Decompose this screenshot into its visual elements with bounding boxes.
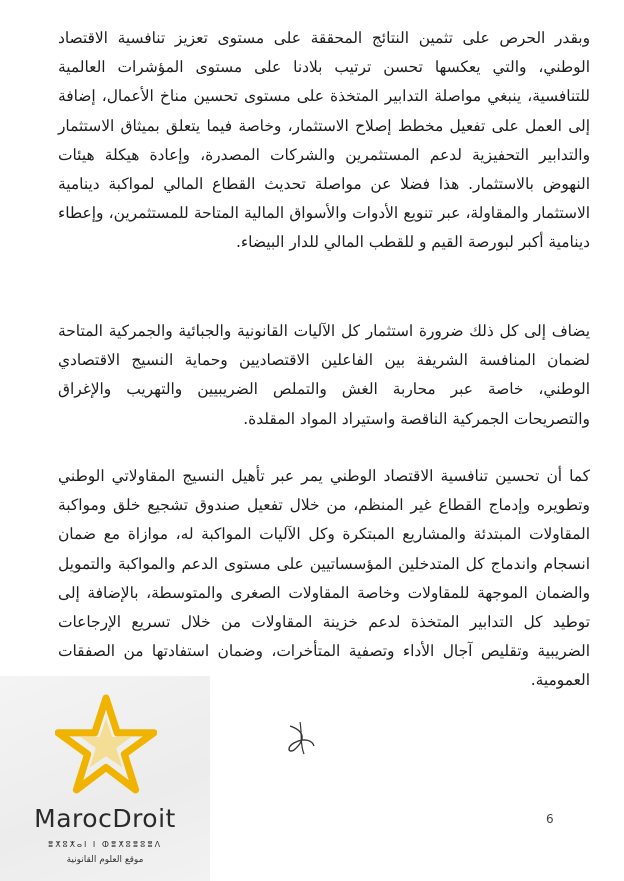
brand-tifinagh: ⴻⵅⵓⵅⴰⵏ ⵏ ⵀⴻⵅⵓⴻⵓⴻⴷ	[47, 840, 163, 849]
marocdroit-watermark	[0, 676, 210, 881]
page-number: 6	[546, 812, 554, 826]
star-logo-icon	[55, 694, 157, 796]
brand-arabic-tagline: موقع العلوم القانونية	[66, 855, 144, 865]
paragraph-2: يضاف إلى كل ذلك ضرورة استثمار كل الآليات القانونية والجبائية والجمركية المتاحة لضمان المنافسة الشريفة بين الفاعلين الاقتصاديين وحماية النسيج الاقتصادي الوطني، خاصة عبر محاربة الغش والتملص الضريبيين والتهريب والإغراق والتصريحات الجمركية الناقصة واستيراد المواد المقلدة.	[58, 322, 590, 428]
signature-mark	[282, 716, 318, 756]
brand-name: MarocDroit	[34, 804, 176, 833]
paragraph-1: وبقدر الحرص على تثمين النتائج المحققة على مستوى تعزيز تنافسية الاقتصاد الوطني، والتي يعكسها تحسن ترتيب بلادنا على مستوى المؤشرات العالمية للتنافسية، ينبغي مواصلة التدابير المتخذة على مستوى تحسين مناخ الأعمال، إضافة إلى العمل على تفعيل مخطط إصلاح الاستثمار، وخاصة فيما يتعلق بميثاق الاستثمار والتدابير التحفيزية لدعم المستثمرين والشركات المصدرة، وإعادة هيكلة هيئات النهوض بالاستثمار. هذا فضلا عن مواصلة تحديث القطاع المالي لمواكبة دينامية الاستثمار والمقاولة، عبر تنويع الأدوات والأسواق المالية المتاحة للمستثمرين، وإعطاء دينامية أكبر لبورصة القيم و للقطب المالي للدار البيضاء.	[58, 29, 590, 252]
paragraph-3: كما أن تحسين تنافسية الاقتصاد الوطني يمر عبر تأهيل النسيج المقاولاتي الوطني وتطويره وإدماج القطاع غير المنظم، من خلال تفعيل صندوق تشجيع خلق ومواكبة المقاولات المبتدئة والمشاريع المبتكرة وكل الآليات المواكبة له، موازاة مع ضمان انسجام واندماج كل المتدخلين المؤسساتيين على مستوى الدعم والمواكبة والتمويل والضمان الموجهة للمقاولات وخاصة المقاولات الصغرى والمتوسطة، بالإضافة إلى توطيد كل التدابير المتخذة لدعم خزينة المقاولات من خلال تسريع الإرجاعات الضريبية وتقليص آجال الأداء وتصفية المتأخرات، وضمان استفادتها من الصفقات العمومية.	[58, 467, 590, 690]
